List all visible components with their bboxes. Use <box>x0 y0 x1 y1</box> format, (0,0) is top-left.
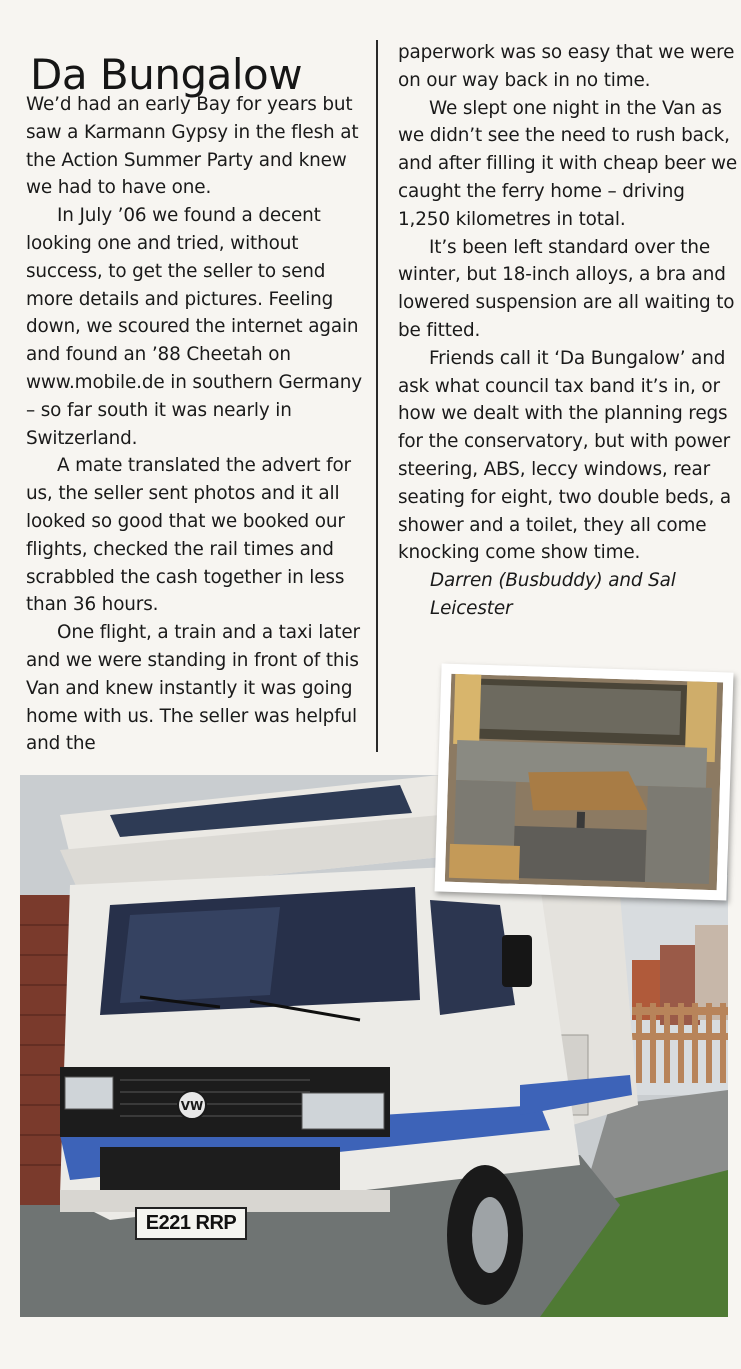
svg-text:VW: VW <box>180 1099 204 1113</box>
article-title: Da Bungalow <box>30 50 303 100</box>
left-column <box>26 91 374 758</box>
paragraph: We slept one night in the Van as we didn’t see the need to rush back, and after filling it with cheap beer we caught the ferry home – driving 1,250 kilometres in total. <box>398 97 738 230</box>
interior-photo <box>434 663 733 900</box>
signature-place: Leicester <box>430 597 513 619</box>
licence-plate: E221 RRP <box>135 1207 247 1240</box>
paragraph: One flight, a train and a taxi later and we were standing in front of this Van and knew instantly it was going home with us. The seller was helpful and the <box>26 622 360 755</box>
paragraph: In July ’06 we found a decent looking one and tried, without success, to get the seller to send more details and pictures. Feeling down, we scoured the internet again and found an ’88 Cheetah on www.mobile.de in southern Germany – so far south it was nearly in Switzerland. <box>26 205 362 449</box>
paragraph: We’d had an early Bay for years but saw a Karmann Gypsy in the flesh at the Action Summer Party and knew we had to have one. <box>26 94 359 199</box>
interior-illustration <box>445 674 723 890</box>
signature-name: Darren (Busbuddy) and Sal <box>430 570 676 592</box>
paragraph: Friends call it ‘Da Bungalow’ and ask what council tax band it’s in, or how we dealt with the planning regs for the conservatory, but with power steering, ABS, leccy windows, rear seating for eight, two double beds, a shower and a toilet, they all come knocking come show time. <box>398 347 731 564</box>
paragraph: A mate translated the advert for us, the seller sent photos and it all looked so good that we booked our flights, checked the rail times and scrabbled the cash together in less than 36 hours. <box>26 455 351 616</box>
right-column <box>398 39 740 623</box>
column-divider <box>376 40 378 752</box>
paragraph: paperwork was so easy that we were on our way back in no time. <box>398 42 735 91</box>
paragraph: It’s been left standard over the winter, but 18-inch alloys, a bra and lowered suspension are all waiting to be fitted. <box>398 236 735 341</box>
